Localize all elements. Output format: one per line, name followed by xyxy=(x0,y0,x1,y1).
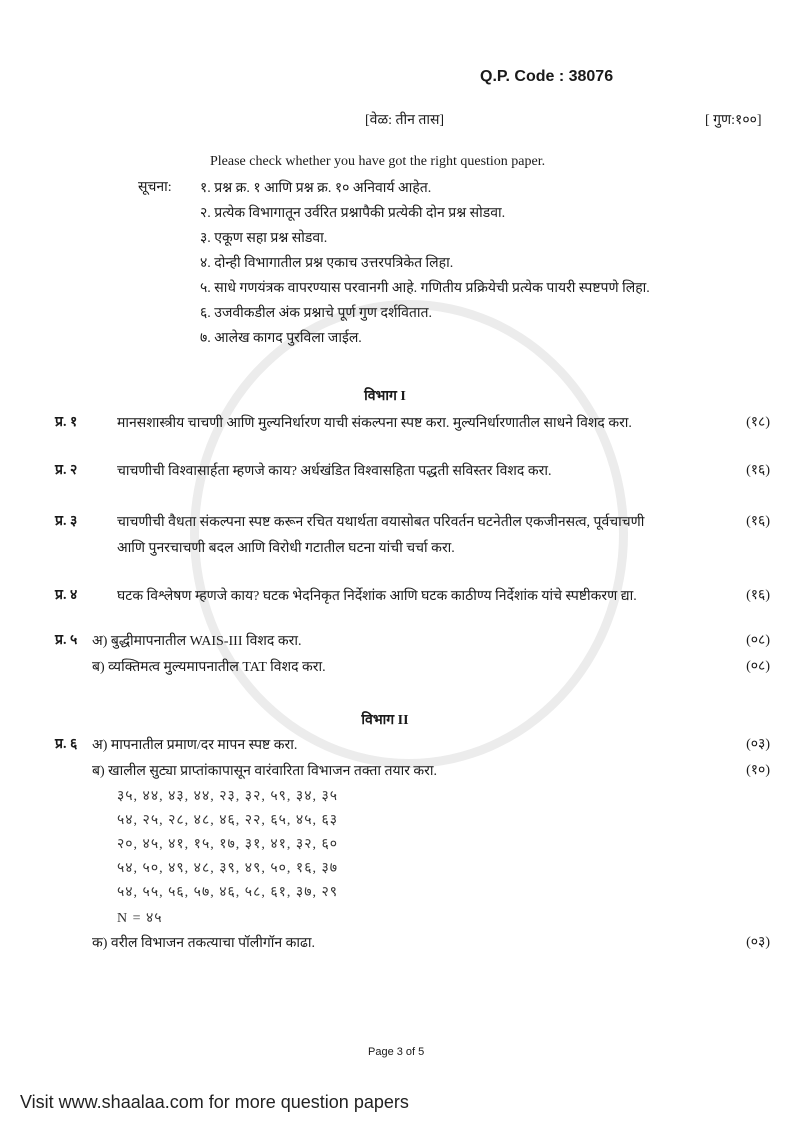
question-3 xyxy=(55,510,770,562)
page-number: Page 3 of 5 xyxy=(368,1046,425,1058)
subquestion-marks: (०३) xyxy=(746,935,770,950)
check-notice: Please check whether you have got the right question paper. xyxy=(210,154,546,169)
score-data-row: ३५, ४४, ४३, ४४, २३, ३२, ५९, ३४, ३५ xyxy=(117,789,339,804)
instruction-item: ४. दोन्ही विभागातील प्रश्न एकाच उत्तरपत्रिकेत लिहा. xyxy=(200,256,454,271)
instruction-item: ५. साधे गणयंत्रक वापरण्यास परवानगी आहे. गणितीय प्रक्रियेची प्रत्येक पायरी स्पष्टपणे लिहा. xyxy=(200,281,650,296)
instructions-label: सूचना: xyxy=(138,180,172,195)
question-text: चाचणीची वैधता संकल्पना स्पष्ट करून रचित यथार्थता वयासोबत परिवर्तन घटनेतील एकजीनसत्व, पूर्वचाचणी xyxy=(117,515,645,530)
question-4 xyxy=(55,584,770,610)
question-number: प्र. १ xyxy=(55,415,78,430)
subquestion-a: अ) मापनातील प्रमाण/दर मापन स्पष्ट करा. xyxy=(92,738,298,753)
question-text-block xyxy=(117,510,722,562)
subquestion-c: क) वरील विभाजन तकत्याचा पॉलीगॉन काढा. xyxy=(92,936,315,951)
instructions-list xyxy=(200,176,770,351)
question-2 xyxy=(55,459,770,485)
question-6b xyxy=(55,759,770,785)
exam-duration: [वेळ: तीन तास] xyxy=(365,113,445,128)
question-number: प्र. ५ xyxy=(55,633,78,648)
qp-code: Q.P. Code : 38076 xyxy=(480,68,614,85)
question-text: मानसशास्त्रीय चाचणी आणि मुल्यनिर्धारण याची संकल्पना स्पष्ट करा. मुल्यनिर्धारणातील साधने विशद करा. xyxy=(117,416,632,431)
question-marks: (१६) xyxy=(746,463,770,478)
subquestion-a: अ) बुद्धीमापनातील WAIS-III विशद करा. xyxy=(92,634,302,649)
subquestion-marks: (१०) xyxy=(746,763,770,778)
question-number: प्र. ६ xyxy=(55,737,78,752)
paper-content xyxy=(55,150,770,957)
question-5a xyxy=(55,629,770,655)
instruction-item: ७. आलेख कागद पुरविला जाईल. xyxy=(200,331,362,346)
instructions xyxy=(55,176,770,351)
question-number: प्र. २ xyxy=(55,463,78,478)
score-data-row: ५४, ५०, ४९, ४८, ३९, ४९, ५०, १६, ३७ xyxy=(117,861,339,876)
subquestion-b: ब) व्यक्तिमत्व मुल्यमापनातील TAT विशद करा. xyxy=(92,660,326,675)
section-title: विभाग I xyxy=(364,389,406,404)
question-text: चाचणीची विश्वासार्हता म्हणजे काय? अर्धखंडित विश्वासहिता पद्धती सविस्तर विशद करा. xyxy=(117,464,552,479)
question-text-continued: आणि पुनरचाचणी बदल आणि विरोधी गटातील घटना यांची चर्चा करा. xyxy=(117,541,455,556)
question-1 xyxy=(55,411,770,437)
subquestion-b: ब) खालील सुट्या प्राप्तांकापासून वारंवारिता विभाजन तक्ता तयार करा. xyxy=(92,764,438,779)
question-6c xyxy=(55,931,770,957)
total-marks: [ गुण:१००] xyxy=(705,113,762,128)
score-data-row: ५४, ५५, ५६, ५७, ४६, ५८, ६१, ३७, २९ xyxy=(117,885,339,900)
question-marks: (१६) xyxy=(746,514,770,529)
score-data-row: २०, ४५, ४१, १५, १७, ३१, ४१, ३२, ६० xyxy=(117,837,339,852)
instruction-item: ३. एकूण सहा प्रश्न सोडवा. xyxy=(200,231,328,246)
question-marks: (१८) xyxy=(746,415,770,430)
question-5b xyxy=(55,655,770,681)
question-text: घटक विश्लेषण म्हणजे काय? घटक भेदनिकृत निर्देशांक आणि घटक काठीण्य निर्देशांक यांचे स्पष्टीकरण द्या. xyxy=(117,589,637,604)
instruction-item: ६. उजवीकडील अंक प्रश्नाचे पूर्ण गुण दर्शवितात. xyxy=(200,306,432,321)
footer-visit-link[interactable]: Visit www.shaalaa.com for more question papers xyxy=(20,1092,409,1112)
sample-size: N = ४५ xyxy=(117,911,163,926)
score-data-row: ५४, २५, २८, ४८, ४६, २२, ६५, ४५, ६३ xyxy=(117,813,339,828)
question-number: प्र. ४ xyxy=(55,588,78,603)
question-number: प्र. ३ xyxy=(55,514,78,529)
instruction-item: १. प्रश्न क्र. १ आणि प्रश्न क्र. १० अनिवार्य आहेत. xyxy=(200,181,432,196)
subquestion-marks: (०८) xyxy=(746,633,770,648)
section-title: विभाग II xyxy=(361,713,409,728)
subquestion-marks: (०८) xyxy=(746,659,770,674)
subquestion-marks: (०३) xyxy=(746,737,770,752)
instruction-item: २. प्रत्येक विभागातून उर्वरित प्रश्नापैकी प्रत्येकी दोन प्रश्न सोडवा. xyxy=(200,206,506,221)
question-marks: (१६) xyxy=(746,588,770,603)
question-6a xyxy=(55,733,770,759)
